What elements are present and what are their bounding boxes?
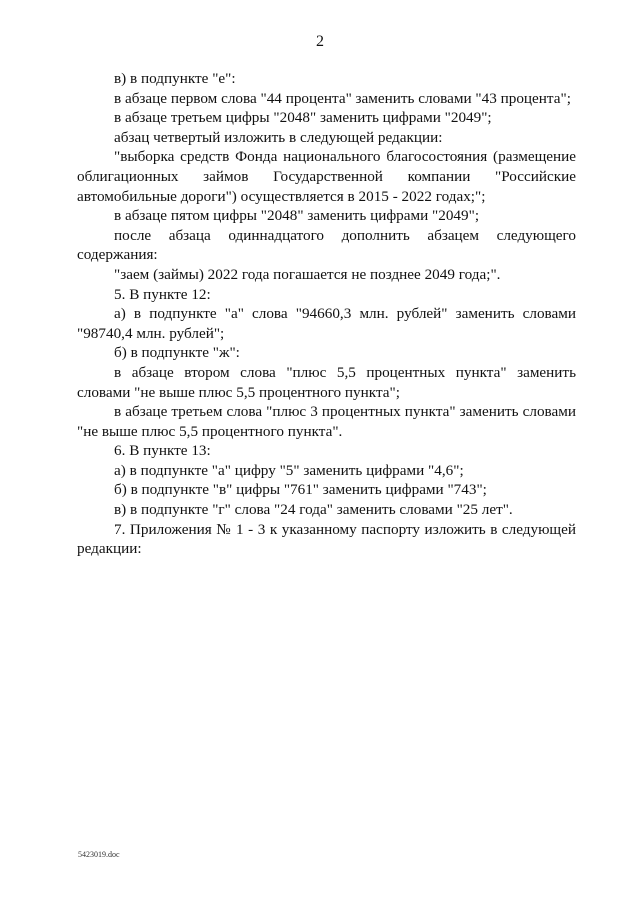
paragraph: в абзаце третьем цифры "2048" заменить цифрами "2049"; <box>114 109 492 127</box>
paragraph: 5. В пункте 12: <box>114 285 211 303</box>
paragraph: в) в подпункте "г" слова "24 года" заменить словами "25 лет". <box>114 501 513 519</box>
paragraph: в) в подпункте "е": <box>114 70 236 87</box>
paragraph: в абзаце третьем слова "плюс 3 процентных пункта" заменить словами "не выше плюс 5,5 процентного пункта". <box>77 403 576 440</box>
paragraph: "заем (займы) 2022 года погашается не позднее 2049 года;". <box>114 265 501 283</box>
paragraph: 7. Приложения № 1 - 3 к указанному паспорту изложить в следующей редакции: <box>77 520 576 558</box>
paragraph: а) в подпункте "а" цифру "5" заменить цифрами "4,6"; <box>114 461 464 479</box>
paragraph: "выборка средств Фонда национального благосостояния (размещение облигационных займов Государственной компании "Российские автомобильные дороги") осуществляется в 2015 - 2022 годах;"; <box>77 148 576 205</box>
paragraph: абзац четвертый изложить в следующей редакции: <box>114 128 443 146</box>
paragraph: после абзаца одиннадцатого дополнить абзацем следующего содержания: <box>77 226 576 264</box>
document-body <box>77 69 576 559</box>
paragraph: 6. В пункте 13: <box>114 442 211 460</box>
paragraph: а) в подпункте "а" слова "94660,3 млн. рублей" заменить словами "98740,4 млн. рублей"; <box>77 305 576 342</box>
paragraph: в абзаце первом слова "44 процента" заменить словами "43 процента"; <box>114 89 571 107</box>
paragraph: в абзаце втором слова "плюс 5,5 процентных пункта" заменить словами "не выше плюс 5,5 процентного пункта"; <box>77 363 576 401</box>
footer-file-code: 5423019.doc <box>78 850 120 859</box>
page-number: 2 <box>316 33 324 50</box>
paragraph: б) в подпункте "ж": <box>114 344 240 362</box>
paragraph: б) в подпункте "в" цифры "761" заменить цифрами "743"; <box>114 481 487 499</box>
paragraph: в абзаце пятом цифры "2048" заменить цифрами "2049"; <box>114 207 480 225</box>
